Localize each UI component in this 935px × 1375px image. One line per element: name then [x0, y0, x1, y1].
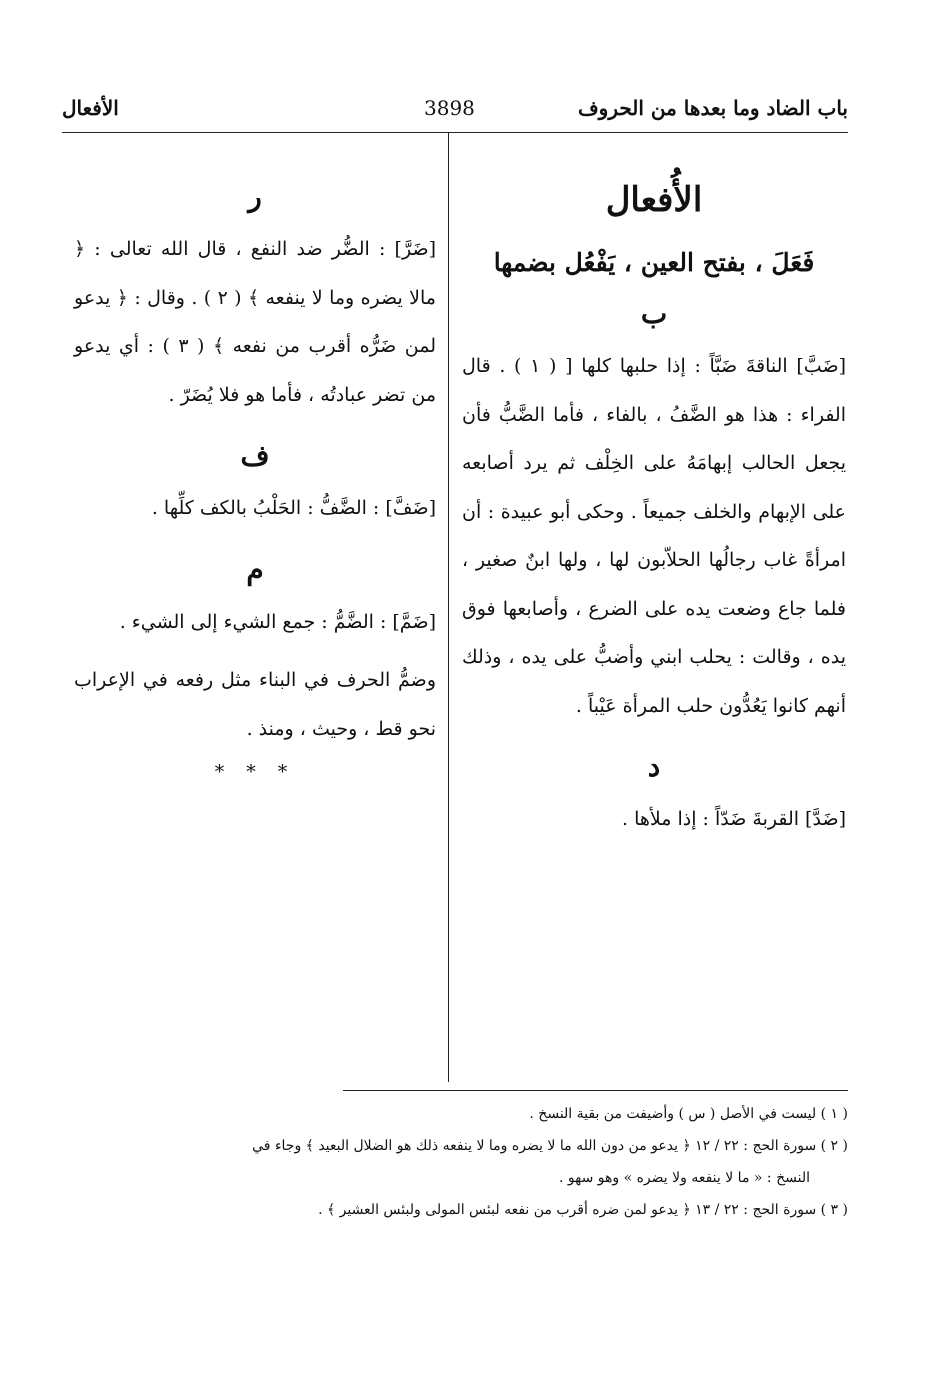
right-column: [462, 180, 846, 844]
section-title: باب الضاد وما بعدها من الحروف: [577, 96, 848, 120]
letter-heading-r: ر: [248, 180, 262, 213]
chapter-subtitle: فَعَلَ ، بفتح العين ، يَفْعُل بضمها: [493, 248, 815, 277]
letter-heading-m: م: [246, 552, 264, 586]
running-header: [62, 96, 848, 130]
left-column: [74, 180, 436, 783]
footnotes: [78, 1098, 848, 1226]
entry-dadd: [ضَدَّ] القربةَ ضَدّاً : إذا ملأها .: [622, 808, 846, 830]
letter-heading-b: ب: [640, 297, 668, 330]
letter-heading-d: د: [647, 750, 661, 783]
footnote-1: ( ١ ) ليست في الأصل ( س ) وأضيفت من بقية النسخ .: [529, 1106, 848, 1122]
entry-darr: [ضَرَّ] : الضُّر ضد النفع ، قال الله تعالى : ﴿ مالا يضره وما لا ينفعه ﴾ ( ٢ ) . وقال : ﴿ يدعو لمن ضَرُّه أقرب من نفعه ﴾ ( ٣ ) : أي يدعو من تضر عبادتُه ، فأما هو فلا يُضَرّ .: [74, 238, 436, 406]
column-divider: [448, 132, 449, 1082]
entry-dabb: [ضَبَّ] الناقةَ ضَبَّاً : إذا حلبها كلها [ ( ١ ) . قال الفراء : هذا هو الضَّفُ ، بالفاء ، فأما الضَّبُّ فأن يجعل الحالب إبهامَهُ على الخِلْف ثم يرد أصابعه على الإبهام والخلف جميعاً . وحكى أبو عبيدة : أن امرأةً غاب رجالُها الحلاّبون لها ، ولها ابنٌ صغير ، فلما جاع وضعت يده على الضرع ، وأصابعها فوق يده ، وقالت : يحلب ابني وأضبُّ على يده ، وذلك أنهم كانوا يَعُدُّون حلب المرأة عَيْباً .: [462, 355, 846, 717]
footnote-2-continued: النسخ : « ما لا ينفعه ولا يضره » وهو سهو .: [558, 1170, 810, 1186]
header-rule: [62, 132, 848, 133]
entry-daff: [ضَفَّ] : الضَّفُّ : الحَلْبُ بالكف كلِّها .: [151, 497, 436, 519]
entry-damm: [ضَمَّ] : الضَّمُّ : جمع الشيء إلى الشيء .: [119, 610, 436, 633]
footnote-3: ( ٣ ) سورة الحج : ٢٢ / ١٣ ﴿ يدعو لمن ضره أقرب من نفعه لبئس المولى ولبئس العشير ﴾ .: [318, 1202, 848, 1218]
section-end-stars: * * *: [214, 761, 296, 783]
page-number: 3898: [424, 96, 475, 120]
topic-title: الأفعال: [62, 96, 119, 120]
chapter-title: الأُفعال: [605, 180, 703, 220]
letter-heading-f: ف: [240, 439, 270, 472]
footnote-2: ( ٢ ) سورة الحج : ٢٢ / ١٢ ﴿ يدعو من دون الله ما لا يضره وما لا ينفعه ذلك هو الضلال البعيد ﴾ وجاء في: [252, 1138, 848, 1154]
footnote-rule: [343, 1090, 848, 1091]
entry-damm-note: وضمُّ الحرف في البناء مثل رفعه في الإعراب نحو قط ، وحيث ، ومنذ .: [74, 669, 436, 740]
